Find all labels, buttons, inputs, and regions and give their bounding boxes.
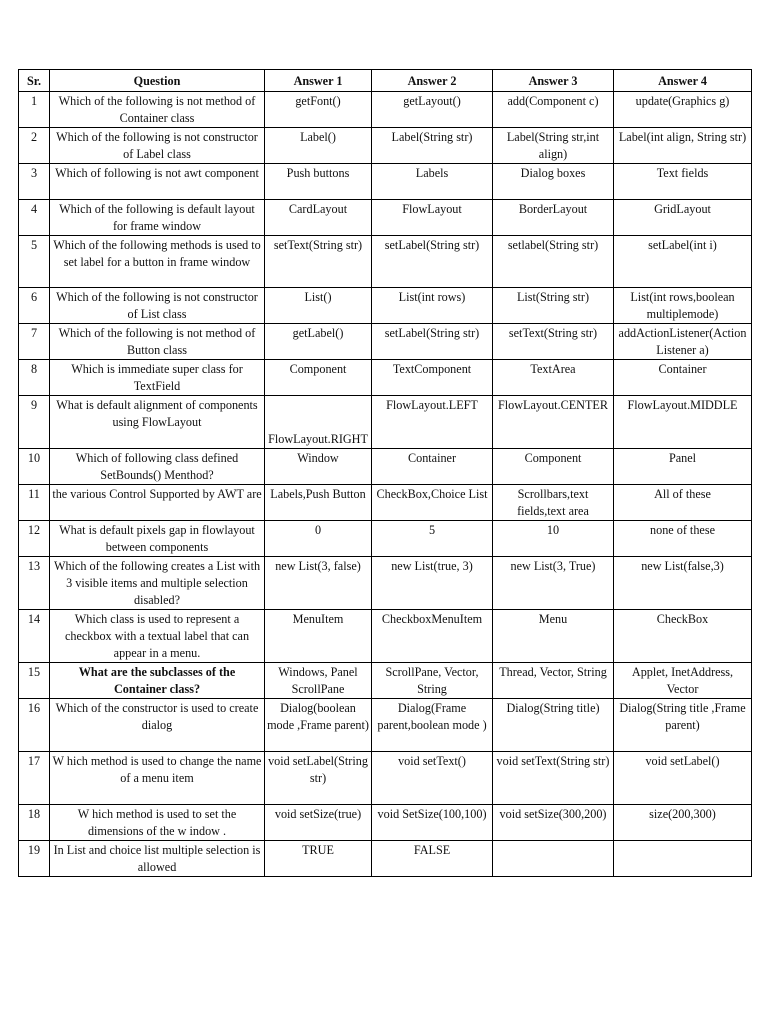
cell-answer-3: add(Component c) (493, 92, 614, 128)
cell-answer-4: void setLabel() (614, 752, 752, 805)
cell-answer-3: setText(String str) (493, 324, 614, 360)
cell-question: Which of the following is not constructor of List class (50, 288, 265, 324)
header-question: Question (50, 70, 265, 92)
cell-sr: 17 (19, 752, 50, 805)
cell-question: What is default alignment of components using FlowLayout (50, 396, 265, 449)
cell-answer-1: MenuItem (265, 610, 372, 663)
cell-answer-3: FlowLayout.CENTER (493, 396, 614, 449)
cell-answer-1: getLabel() (265, 324, 372, 360)
cell-answer-3: Component (493, 449, 614, 485)
cell-answer-4: Dialog(String title ,Frame parent) (614, 699, 752, 752)
table-row (19, 699, 752, 752)
cell-question: Which of the following is not constructor of Label class (50, 128, 265, 164)
table-row (19, 805, 752, 841)
cell-question: In List and choice list multiple selection is allowed (50, 841, 265, 877)
cell-answer-3: TextArea (493, 360, 614, 396)
cell-answer-2: new List(true, 3) (372, 557, 493, 610)
cell-question: What is default pixels gap in flowlayout between components (50, 521, 265, 557)
cell-question: Which is immediate super class for TextField (50, 360, 265, 396)
cell-answer-2: setLabel(String str) (372, 324, 493, 360)
cell-answer-4: List(int rows,boolean multiplemode) (614, 288, 752, 324)
cell-answer-4: Container (614, 360, 752, 396)
cell-answer-4: update(Graphics g) (614, 92, 752, 128)
table-row (19, 236, 752, 288)
cell-answer-3: Menu (493, 610, 614, 663)
cell-answer-4: GridLayout (614, 200, 752, 236)
cell-answer-3: Label(String str,int align) (493, 128, 614, 164)
table-row (19, 164, 752, 200)
table-row (19, 92, 752, 128)
cell-answer-1: new List(3, false) (265, 557, 372, 610)
cell-answer-3: void setSize(300,200) (493, 805, 614, 841)
cell-answer-4: Applet, InetAddress, Vector (614, 663, 752, 699)
cell-question: What are the subclasses of the Container class? (50, 663, 265, 699)
cell-question: Which of the constructor is used to create dialog (50, 699, 265, 752)
cell-question: W hich method is used to set the dimensions of the w indow . (50, 805, 265, 841)
cell-sr: 2 (19, 128, 50, 164)
cell-sr: 9 (19, 396, 50, 449)
cell-answer-3: new List(3, True) (493, 557, 614, 610)
table-row (19, 396, 752, 449)
cell-sr: 11 (19, 485, 50, 521)
cell-answer-4: Label(int align, String str) (614, 128, 752, 164)
cell-sr: 12 (19, 521, 50, 557)
cell-answer-2: Label(String str) (372, 128, 493, 164)
cell-answer-4: FlowLayout.MIDDLE (614, 396, 752, 449)
cell-answer-1: CardLayout (265, 200, 372, 236)
cell-question: Which of the following is not method of Button class (50, 324, 265, 360)
table-row (19, 288, 752, 324)
cell-answer-4: Text fields (614, 164, 752, 200)
header-answer-3: Answer 3 (493, 70, 614, 92)
cell-answer-4: addActionListener(ActionListener a) (614, 324, 752, 360)
cell-answer-3: Dialog(String title) (493, 699, 614, 752)
cell-answer-4: size(200,300) (614, 805, 752, 841)
cell-question: W hich method is used to change the name of a menu item (50, 752, 265, 805)
cell-answer-2: List(int rows) (372, 288, 493, 324)
cell-answer-2: getLayout() (372, 92, 493, 128)
cell-answer-1: List() (265, 288, 372, 324)
cell-answer-1: setText(String str) (265, 236, 372, 288)
cell-answer-4 (614, 841, 752, 877)
cell-answer-2: TextComponent (372, 360, 493, 396)
cell-answer-3: BorderLayout (493, 200, 614, 236)
cell-sr: 14 (19, 610, 50, 663)
cell-answer-1: Windows, Panel ScrollPane (265, 663, 372, 699)
cell-answer-2: FALSE (372, 841, 493, 877)
cell-question: Which class is used to represent a checkbox with a textual label that can appear in a menu. (50, 610, 265, 663)
cell-answer-1: void setSize(true) (265, 805, 372, 841)
cell-answer-1: Push buttons (265, 164, 372, 200)
header-sr: Sr. (19, 70, 50, 92)
cell-question: the various Control Supported by AWT are (50, 485, 265, 521)
table-row (19, 324, 752, 360)
cell-answer-2: ScrollPane, Vector, String (372, 663, 493, 699)
cell-answer-1: getFont() (265, 92, 372, 128)
cell-answer-2: FlowLayout (372, 200, 493, 236)
cell-question: Which of the following is default layout for frame window (50, 200, 265, 236)
cell-answer-3: setlabel(String str) (493, 236, 614, 288)
cell-answer-2: CheckboxMenuItem (372, 610, 493, 663)
cell-answer-3: List(String str) (493, 288, 614, 324)
cell-sr: 6 (19, 288, 50, 324)
cell-answer-1: TRUE (265, 841, 372, 877)
cell-answer-4: All of these (614, 485, 752, 521)
table-row (19, 557, 752, 610)
cell-answer-3: void setText(String str) (493, 752, 614, 805)
cell-answer-3 (493, 841, 614, 877)
cell-answer-1: void setLabel(String str) (265, 752, 372, 805)
cell-answer-3: Scrollbars,text fields,text area (493, 485, 614, 521)
cell-sr: 5 (19, 236, 50, 288)
cell-answer-3: 10 (493, 521, 614, 557)
cell-answer-1: Label() (265, 128, 372, 164)
cell-answer-4: setLabel(int i) (614, 236, 752, 288)
cell-sr: 8 (19, 360, 50, 396)
table-row (19, 841, 752, 877)
cell-sr: 13 (19, 557, 50, 610)
cell-answer-2: Dialog(Frame parent,boolean mode ) (372, 699, 493, 752)
quiz-table (18, 69, 752, 877)
cell-answer-1: Dialog(boolean mode ,Frame parent) (265, 699, 372, 752)
cell-sr: 16 (19, 699, 50, 752)
cell-answer-1: Labels,Push Button (265, 485, 372, 521)
cell-answer-2: void SetSize(100,100) (372, 805, 493, 841)
header-row (19, 70, 752, 92)
table-row (19, 200, 752, 236)
cell-question: Which of the following creates a List with 3 visible items and multiple selection disabled? (50, 557, 265, 610)
cell-sr: 10 (19, 449, 50, 485)
cell-answer-2: FlowLayout.LEFT (372, 396, 493, 449)
quiz-table-container (18, 69, 751, 877)
header-answer-1: Answer 1 (265, 70, 372, 92)
cell-answer-1: Component (265, 360, 372, 396)
cell-question: Which of the following methods is used to set label for a button in frame window (50, 236, 265, 288)
cell-answer-2: Container (372, 449, 493, 485)
cell-answer-3: Thread, Vector, String (493, 663, 614, 699)
cell-answer-2: setLabel(String str) (372, 236, 493, 288)
cell-sr: 4 (19, 200, 50, 236)
cell-answer-4: new List(false,3) (614, 557, 752, 610)
cell-answer-4: CheckBox (614, 610, 752, 663)
cell-answer-2: Labels (372, 164, 493, 200)
cell-answer-1: 0 (265, 521, 372, 557)
table-row (19, 663, 752, 699)
cell-sr: 18 (19, 805, 50, 841)
cell-answer-3: Dialog boxes (493, 164, 614, 200)
header-answer-4: Answer 4 (614, 70, 752, 92)
cell-answer-2: 5 (372, 521, 493, 557)
table-row (19, 128, 752, 164)
table-row (19, 449, 752, 485)
cell-question: Which of following class defined SetBounds() Menthod? (50, 449, 265, 485)
table-row (19, 521, 752, 557)
cell-answer-1: FlowLayout.RIGHT (265, 396, 372, 449)
cell-sr: 7 (19, 324, 50, 360)
cell-question: Which of the following is not method of Container class (50, 92, 265, 128)
cell-answer-2: void setText() (372, 752, 493, 805)
cell-sr: 19 (19, 841, 50, 877)
table-row (19, 752, 752, 805)
cell-question: Which of following is not awt component (50, 164, 265, 200)
cell-answer-1: Window (265, 449, 372, 485)
cell-answer-4: Panel (614, 449, 752, 485)
cell-answer-2: CheckBox,Choice List (372, 485, 493, 521)
cell-sr: 3 (19, 164, 50, 200)
table-row (19, 485, 752, 521)
cell-answer-4: none of these (614, 521, 752, 557)
table-row (19, 610, 752, 663)
table-row (19, 360, 752, 396)
cell-sr: 1 (19, 92, 50, 128)
header-answer-2: Answer 2 (372, 70, 493, 92)
cell-sr: 15 (19, 663, 50, 699)
